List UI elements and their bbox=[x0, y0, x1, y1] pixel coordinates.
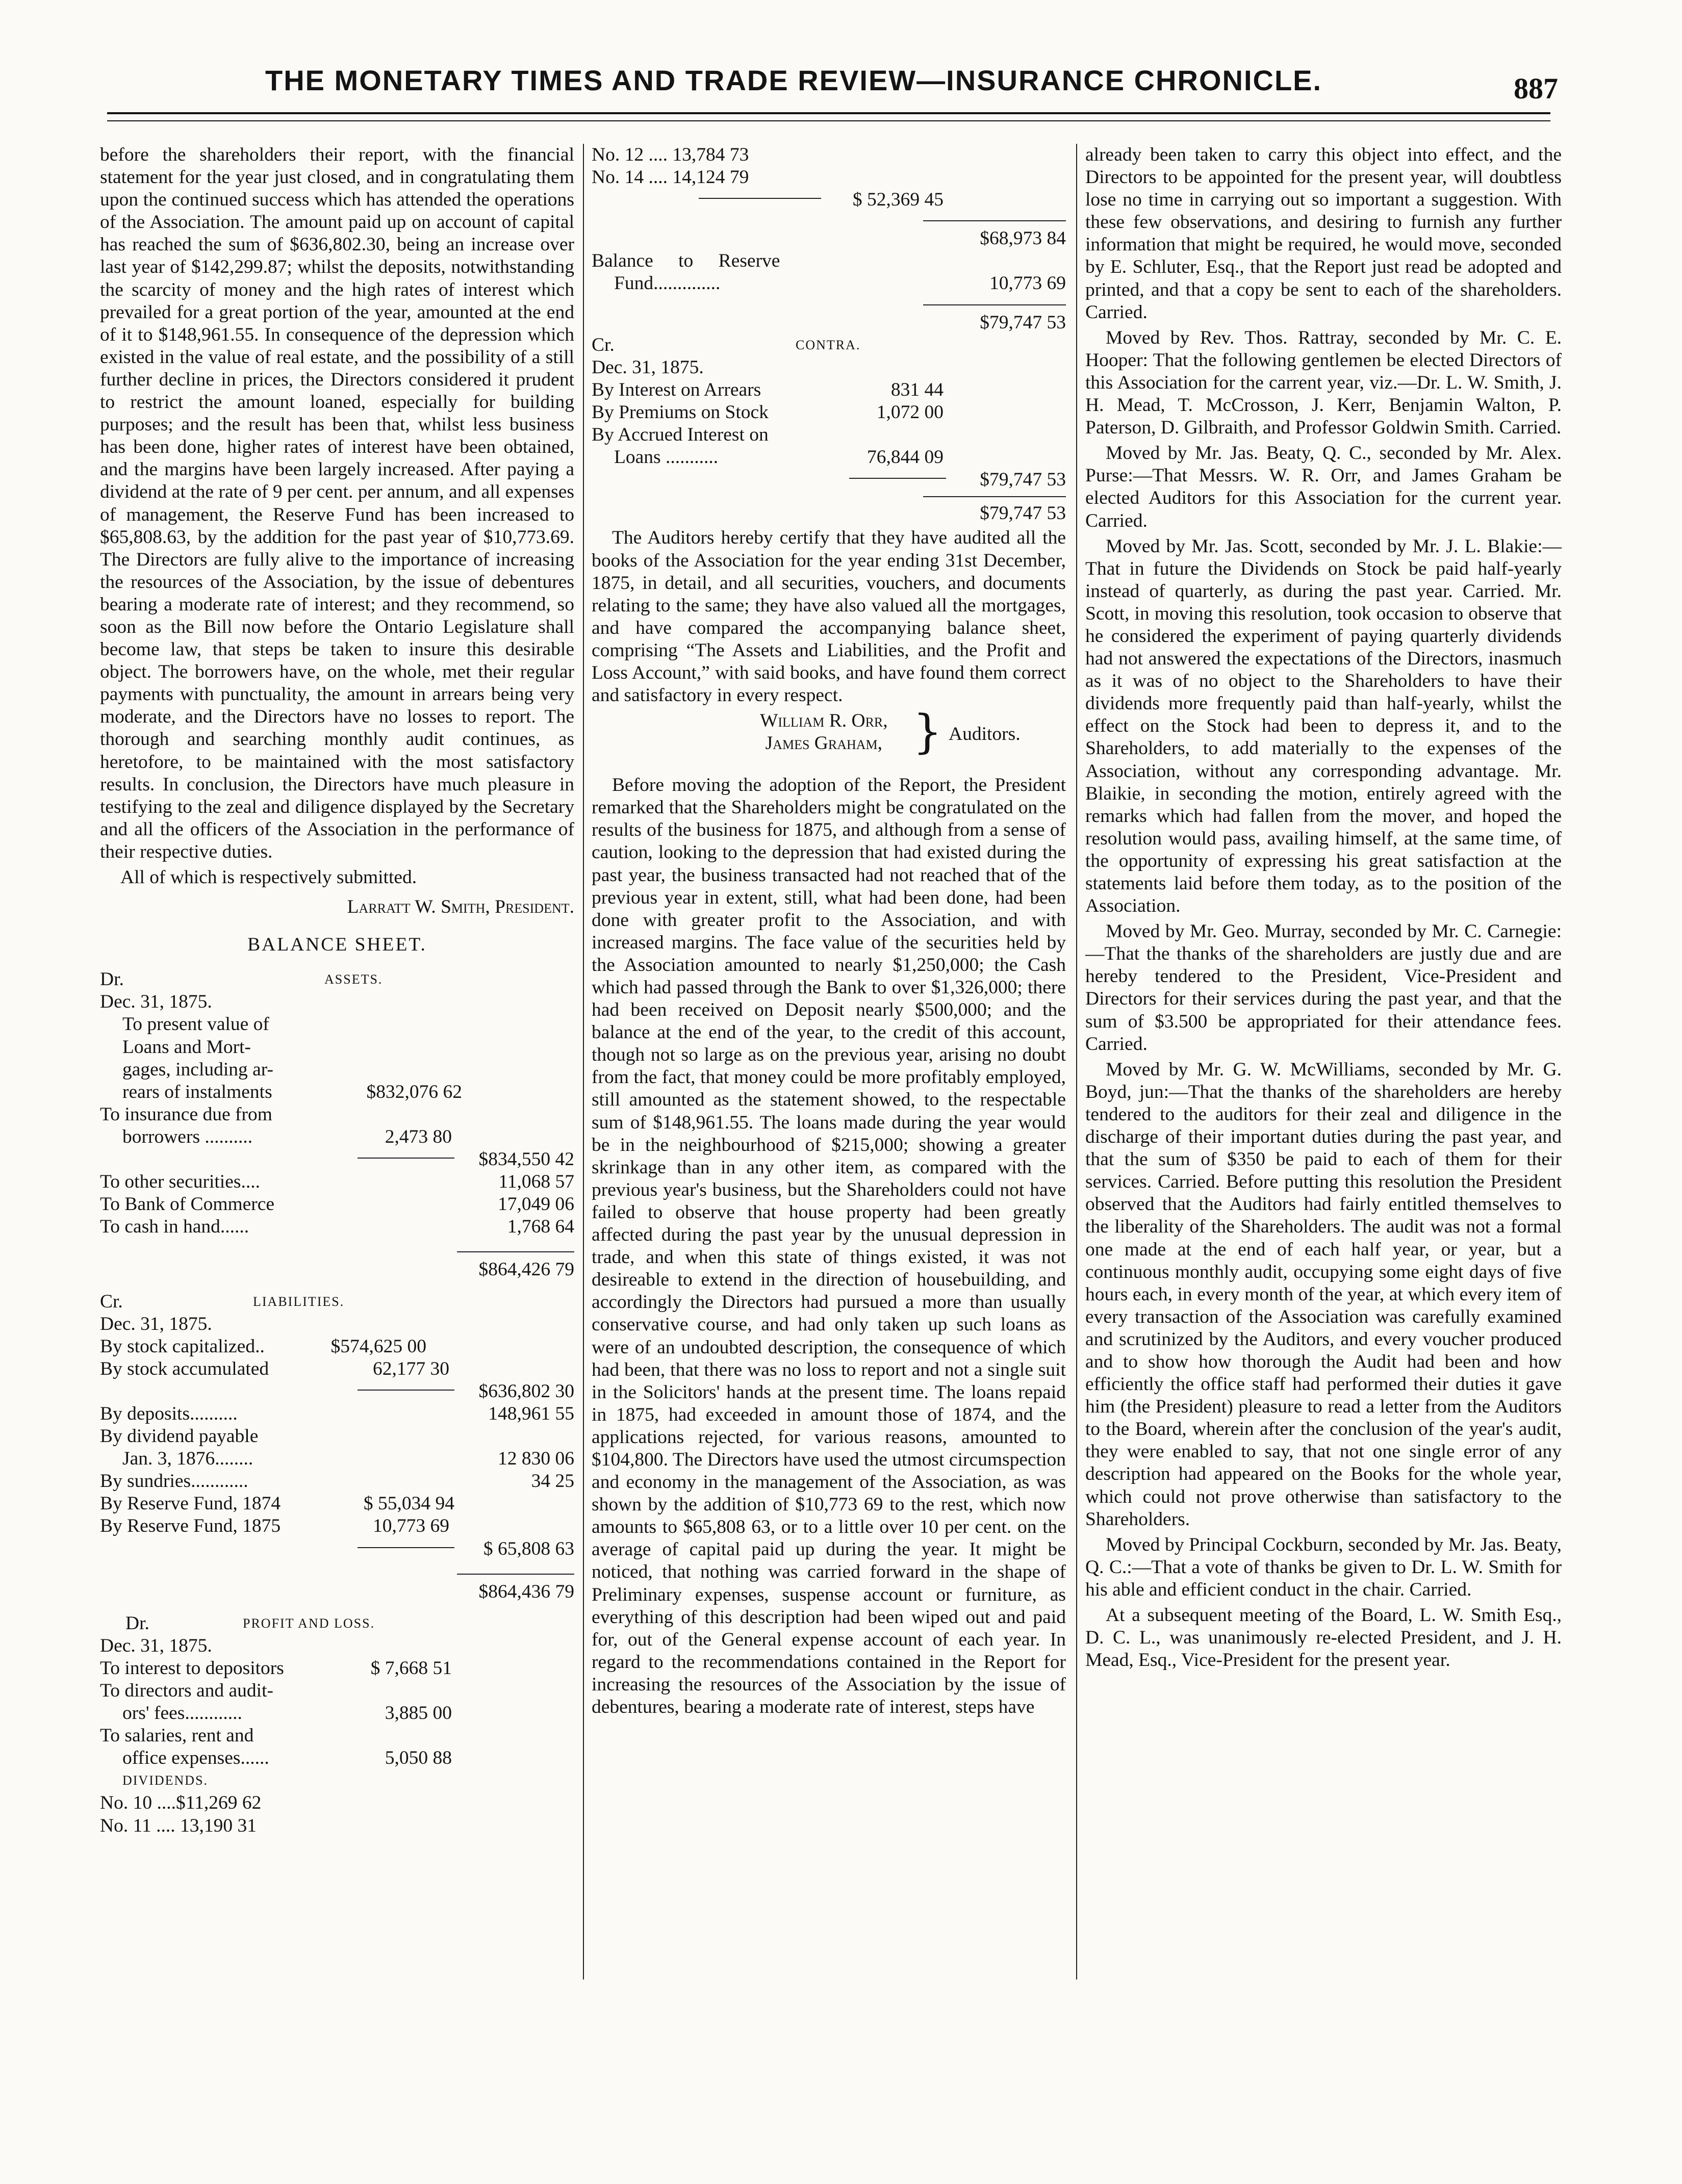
interest-depositors-label: To interest to depositors bbox=[100, 1657, 284, 1679]
date-label: Dec. 31, 1875. bbox=[100, 991, 212, 1013]
pl-dr-label: Dr. bbox=[125, 1612, 149, 1634]
dividends-rule bbox=[699, 198, 821, 199]
loans-row-3 bbox=[100, 1059, 574, 1081]
bank-label: To Bank of Commerce bbox=[100, 1194, 275, 1215]
contra-loans-amount: 76,844 09 bbox=[867, 447, 944, 468]
column-divider-2 bbox=[1076, 144, 1077, 1980]
total-liabilities: $864,436 79 bbox=[478, 1581, 574, 1602]
dividend-no10: No. 10 ....$11,269 62 bbox=[100, 1792, 262, 1814]
dividend-date: Jan. 3, 1876........ bbox=[122, 1448, 253, 1470]
contra-heading: CONTRA. bbox=[796, 337, 861, 352]
fund-label: Fund.............. bbox=[614, 273, 721, 294]
dividends-total-row bbox=[592, 189, 1066, 211]
loans-label-3: gages, including ar- bbox=[122, 1059, 274, 1080]
balance-reserve-row bbox=[592, 250, 1066, 272]
reserve-1875-row bbox=[100, 1515, 574, 1537]
sum-row bbox=[923, 220, 1066, 249]
directors-label-2: ors' fees............ bbox=[122, 1703, 242, 1724]
loans-amount: $832,076 62 bbox=[366, 1081, 462, 1102]
brace-icon: } bbox=[913, 705, 942, 759]
liabilities-header-row bbox=[100, 1291, 574, 1313]
total-assets: $864,426 79 bbox=[478, 1259, 574, 1280]
dividends-total: $ 52,369 45 bbox=[852, 189, 944, 211]
dividend-label: By dividend payable bbox=[100, 1426, 259, 1447]
dividends-heading: DIVIDENDS. bbox=[122, 1773, 209, 1788]
profit-loss-header-row bbox=[100, 1612, 574, 1635]
dividends-header-row bbox=[100, 1769, 574, 1792]
insurance-label: To insurance due from bbox=[100, 1103, 272, 1125]
auditors-certificate: The Auditors hereby certify that they have audited all the books of the Association for the year ending 31st December, 1875, in detail, and all securities, vouchers, and documents relating to the same; they have also valued all the mortgages, and have compared the accompanying balance sheet, comprising “The Assets and Liabilities, and the Profit and Loss Account,” with said books, and have found them correct and satisfactory in every respect. bbox=[592, 527, 1066, 706]
dividend-no12: No. 12 .... 13,784 73 bbox=[592, 144, 749, 165]
total-liabilities-row bbox=[457, 1574, 574, 1602]
stock-rule bbox=[358, 1390, 454, 1391]
loans-label-1: To present value of bbox=[122, 1014, 269, 1035]
deposits-label: By deposits.......... bbox=[100, 1403, 238, 1424]
contra-date bbox=[592, 356, 1066, 379]
salaries-row-2 bbox=[100, 1747, 574, 1769]
motion-dividends: Moved by Mr. Jas. Scott, seconded by Mr. J. L. Blakie:—That in future the Dividends on Stock be paid half-yearly instead of quarterly, as during the past year. Carried. Mr. Scott, in moving this resolution, took occasion to observe that he considered the experiment of paying quarterly dividends had not answered the expectations of the Directors, inasmuch as it was of no object to the Shareholders to have their dividends more frequently paid than half-yearly, whilst the effect on the Stock had been to depress it, and to the Shareholders, to add materially to the expenses of the Association, without any corresponding advantage. Mr. Blaikie, in seconding the motion, entirely agreed with the remarks which had fallen from the mover, and hoped the resolution would pass, availing himself, at the same time, of the opportunity of expressing his great satisfaction at the statements laid before them today, as to the position of the Association. bbox=[1085, 535, 1562, 917]
stock-accumulated-row bbox=[100, 1358, 574, 1380]
motion-thanks-auditors: Moved by Mr. G. W. McWilliams, seconded by Mr. G. Boyd, jun:—That the thanks of the shareholders are hereby tendered to the auditors for their zeal and diligence in the discharge of their important duties during the past year, and that the sum of $350 be paid to each of them for their services. Carried. Before putting this resolution the President observed that the Auditors had fairly entitled themselves to the liberality of the Shareholders. The audit was not a formal one made at the end of each half year, or year, but a continuous monthly audit, occupying some eight days of five hours each, in every month of the year, at which every item of every transaction of the Association was carefully examined and scrutinized by the Auditors, and every voucher produced and to show how thorough the Audit had been and how efficiently the office staff had performed their duties it gave him (the President) pleasure to read a letter from the Auditors to the Board, wherein after the conclusion of the year's audit, they were enabled to say, that not one single error of any description had appeared on the Books for the whole year, which could not prove otherwise than satisfactory to the Shareholders. bbox=[1085, 1059, 1562, 1530]
assets-subtotal: $834,550 42 bbox=[478, 1149, 574, 1170]
liabilities-date bbox=[100, 1313, 574, 1335]
other-securities-amount: 11,068 57 bbox=[498, 1171, 574, 1193]
cr-label: Cr. bbox=[100, 1291, 123, 1312]
salaries-label-1: To salaries, rent and bbox=[100, 1725, 254, 1746]
board-meeting: At a subsequent meeting of the Board, L. W. Smith Esq., D. C. L., was unanimously re-elected President, and J. H. Mead, Esq., Vice-President for the present year. bbox=[1085, 1605, 1562, 1671]
premiums-row bbox=[592, 401, 1066, 424]
bank-row bbox=[100, 1193, 574, 1216]
sundries-label: By sundries............ bbox=[100, 1471, 248, 1492]
cash-label: To cash in hand...... bbox=[100, 1216, 249, 1238]
fund-amount: 10,773 69 bbox=[989, 273, 1066, 294]
dividend-no14-row bbox=[592, 166, 1066, 189]
directors-row-2 bbox=[100, 1702, 574, 1725]
page-number: 887 bbox=[1514, 72, 1558, 105]
fund-row bbox=[592, 272, 1066, 295]
stock-total-row bbox=[100, 1380, 574, 1403]
contra-header-row bbox=[592, 334, 1066, 356]
reserve-rule bbox=[358, 1547, 454, 1548]
loans-label-4: rears of instalments bbox=[122, 1081, 272, 1102]
premiums-label: By Premiums on Stock bbox=[592, 401, 769, 423]
sundries-row bbox=[100, 1470, 574, 1493]
stock-accumulated-label: By stock accumulated bbox=[100, 1358, 269, 1379]
directors-report-paragraph: before the shareholders their report, with the financial statement for the year just closed, and in congratulating them upon the continued success which has attended the operations of the Association. The amount paid up on account of capital has reached the sum of $636,802.30, being an increase over last year of $142,299.87; whilst the deposits, notwithstanding the scarcity of money and the high rates of interest which prevailed for a great portion of the year, amounted at the end of it to $148,961.55. In consequence of the depression which existed in the value of real estate, and the possibility of a still further decline in prices, the Directors considered it prudent to restrict the amount loaned, especially for building purposes; and the result has been that, whilst less business has been done, higher rates of interest have been obtained, and the margins have been largely increased. After paying a dividend at the rate of 9 per cent. per annum, and all expenses of management, the Reserve Fund has been increased to $65,808.63, by the addition for the past year of $10,773.69. The Directors are fully alive to the importance of increasing the resources of the Association, by the issue of debentures bearing a moderate rate of interest; and they recommend, so soon as the Bill now before the Ontario Legislature shall become law, that steps be taken to insure this desirable object. The borrowers have, on the whole, met their regular payments with punctuality, the amount in arrears being very moderate, and the Directors have no losses to report. The thorough and searching monthly audit continues, as heretofore, to be maintained with the most satisfactory results. In conclusion, the Directors have much pleasure in testifying to the zeal and diligence displayed by the Secretary and all the officers of the Association in the performance of their respective duties. bbox=[100, 144, 574, 862]
contra-loans-row bbox=[592, 446, 1066, 469]
premiums-amount: 1,072 00 bbox=[876, 401, 944, 423]
auditor-2: James Graham, bbox=[765, 733, 883, 754]
total-amount-1: $79,747 53 bbox=[980, 312, 1066, 333]
pl-date bbox=[100, 1635, 574, 1657]
total-row-2 bbox=[592, 469, 1066, 491]
column-3 bbox=[1085, 144, 1562, 1672]
deposits-row bbox=[100, 1403, 574, 1425]
interest-arrears-row bbox=[592, 379, 1066, 401]
directors-amount: 3,885 00 bbox=[385, 1703, 452, 1724]
motion-thanks-directors: Moved by Mr. Geo. Murray, seconded by Mr. C. Carnegie:—That the thanks of the shareholders are justly due and are hereby tendered to the President, Vice-President and Directors for their services during the past year, and that the sum of $3.500 be appropriated for their attendance fees. Carried. bbox=[1085, 921, 1562, 1055]
cash-amount: 1,768 64 bbox=[507, 1216, 574, 1238]
reserve-total: $ 65,808 63 bbox=[483, 1538, 574, 1559]
interest-arrears-label: By Interest on Arrears bbox=[592, 379, 761, 400]
president-signature: Larratt W. Smith, President. bbox=[347, 896, 574, 918]
reserve-1875-amount: 10,773 69 bbox=[373, 1515, 449, 1537]
other-securities-row bbox=[100, 1171, 574, 1193]
assets-heading: ASSETS. bbox=[324, 972, 383, 987]
salaries-label-2: office expenses...... bbox=[122, 1748, 269, 1769]
loans-row-4 bbox=[100, 1081, 574, 1103]
reserve-1874-row bbox=[100, 1493, 574, 1515]
date-label: Dec. 31, 1875. bbox=[100, 1313, 212, 1334]
motion-auditors: Moved by Mr. Jas. Beaty, Q. C., seconded by Mr. Alex. Purse:—That Messrs. W. R. Orr, and James Graham be elected Auditors for this Association for the current year. Carried. bbox=[1085, 443, 1562, 531]
assets-header-row bbox=[100, 968, 574, 991]
reserve-1875-label: By Reserve Fund, 1875 bbox=[100, 1515, 281, 1537]
dividend-no12-row bbox=[592, 144, 1066, 166]
total-row-3 bbox=[923, 496, 1066, 524]
column-2 bbox=[592, 144, 1066, 1718]
date-label: Dec. 31, 1875. bbox=[100, 1635, 212, 1656]
contra-loans-label: Loans ........... bbox=[614, 447, 719, 468]
reserve-1874-amount: $ 55,034 94 bbox=[363, 1493, 454, 1514]
loans-label-2: Loans and Mort- bbox=[122, 1036, 251, 1058]
reserve-total-row bbox=[100, 1538, 574, 1560]
interest-arrears-amount: 831 44 bbox=[890, 379, 944, 400]
motion-directors: Moved by Rev. Thos. Rattray, seconded by Mr. C. E. Hooper: That the following gentlemen be elected Directors of this Association for the carrent year, viz.—Dr. L. W. Smith, J. H. Mead, T. McCrosson, J. Kerr, Benjamin Walton, P. Paterson, D. Gilbraith, and Professor Goldwin Smith. Carried. bbox=[1085, 327, 1562, 439]
assets-date bbox=[100, 991, 574, 1013]
loans-row-2 bbox=[100, 1036, 574, 1059]
bank-amount: 17,049 06 bbox=[498, 1194, 574, 1215]
interest-depositors-row bbox=[100, 1657, 574, 1680]
dividend-no11-row bbox=[100, 1815, 574, 1837]
dividend-no10-row bbox=[100, 1792, 574, 1814]
borrowers-row bbox=[100, 1126, 574, 1148]
auditor-names bbox=[760, 710, 888, 755]
profit-loss-heading: PROFIT AND LOSS. bbox=[243, 1615, 375, 1631]
date-label: Dec. 31, 1875. bbox=[592, 356, 704, 378]
liabilities-heading: LIABILITIES. bbox=[253, 1294, 345, 1309]
dividend-no11: No. 11 .... 13,190 31 bbox=[100, 1815, 257, 1836]
borrowers-amount: 2,473 80 bbox=[385, 1126, 452, 1147]
total-amount-3: $79,747 53 bbox=[980, 503, 1066, 524]
column-divider-1 bbox=[583, 144, 584, 1980]
sum-amount: $68,973 84 bbox=[980, 228, 1066, 249]
deposits-amount: 148,961 55 bbox=[488, 1403, 574, 1424]
header-rule-thin bbox=[107, 120, 1550, 121]
submitted-line: All of which is respectively submitted. bbox=[120, 867, 417, 888]
accrued-row bbox=[592, 424, 1066, 446]
dr-label: Dr. bbox=[100, 969, 124, 990]
stock-capitalized-row bbox=[100, 1335, 574, 1358]
president-remarks-paragraph: Before moving the adoption of the Report, the President remarked that the Shareholders might be congratulated on the results of the business for 1875, and although from a sense of caution, looking to the depression that had existed during the past year, the business transacted had not reached that of the previous year in extent, still, what had been done, had been done with greater profit to the Association, and with increased margins. The face value of the securities held by the Association amounted to nearly $1,250,000; the Cash which had passed through the Bank to over $1,326,000; there had been received on Deposit nearly $500,000; and the balance at the end of the year, to the credit of this account, though not so large as on the previous year, arising no doubt from the fact, that money could be more profitably employed, still amounted as the statement showed, to the respectable sum of $148,961.55. The loans made during the year would be in the neighbourhood of $215,000; showing a greater skrinkage than in any other item, as compared with the previous year's business, but the Shareholders could not have failed to observe that house property had been greatly affected during the past year by the unusual depression in trade, and when this state of things existed, it was not desireable to extend in the direction of housebuilding, and accordingly the Directors had pursued a more than usually conservative course, and had only taken up such loans as were of an undoubted description, the consequence of which had been, that there was no loss to report and not a single suit in the Solicitors' hands at the present time. The loans repaid in 1875, had exceeded in amount those of 1874, and the applications rejected, for various reasons, amounted to $104,800. The Directors have used the utmost circumspection and economy in the management of the Association, as was shown by the addition of $10,773 69 to the rest, which now amounts to $65,808 63, or to a little over 10 per cent. on the average of capital paid up during the year. It might be noticed, that nothing was carried forward in the shape of Preliminary expenses, suspense account or furniture, as everything of this description had been wiped out and paid for, out of the General expense account of each year. In regard to the recommendations contained in the Report for increasing the resources of the Association by the issue of debentures, bearing a moderate rate of interest, steps have bbox=[592, 775, 1066, 1717]
stock-capitalized-amount: $574,625 00 bbox=[330, 1335, 426, 1357]
motion-thanks-chair: Moved by Principal Cockburn, seconded by Mr. Jas. Beaty, Q. C.:—That a vote of thanks be given to Dr. L. W. Smith for his able and efficient conduct in the chair. Carried. bbox=[1085, 1534, 1562, 1600]
sundries-amount: 34 25 bbox=[531, 1471, 574, 1492]
salaries-row-1 bbox=[100, 1725, 574, 1747]
salaries-amount: 5,050 88 bbox=[385, 1748, 452, 1769]
total-amount-2: $79,747 53 bbox=[980, 469, 1066, 491]
dividend-no14: No. 14 .... 14,124 79 bbox=[592, 167, 749, 188]
dividend-date-row bbox=[100, 1448, 574, 1470]
auditors-label: Auditors. bbox=[949, 724, 1021, 745]
loans-row-1 bbox=[100, 1013, 574, 1036]
cr-label: Cr. bbox=[592, 334, 615, 355]
interest-depositors-amount: $ 7,668 51 bbox=[370, 1657, 452, 1679]
assets-subtotal-row bbox=[100, 1148, 574, 1171]
auditors-signature bbox=[592, 705, 1066, 761]
stock-capitalized-label: By stock capitalized.. bbox=[100, 1335, 265, 1357]
stock-total: $636,802 30 bbox=[478, 1380, 574, 1402]
balance-sheet-title: BALANCE SHEET. bbox=[247, 934, 427, 956]
masthead-title: THE MONETARY TIMES AND TRADE REVIEW—INSURANCE CHRONICLE. bbox=[265, 64, 1322, 96]
total-assets-row bbox=[457, 1251, 574, 1280]
accrued-label: By Accrued Interest on bbox=[592, 424, 769, 446]
header-rule-thick bbox=[107, 112, 1550, 114]
column-1 bbox=[100, 144, 574, 1837]
stock-accumulated-amount: 62,177 30 bbox=[373, 1358, 449, 1379]
directors-row-1 bbox=[100, 1680, 574, 1702]
total-rule-2 bbox=[849, 478, 946, 479]
balance-reserve-label: Balance to Reserve bbox=[592, 250, 780, 272]
motion-paragraph-1: already been taken to carry this object into effect, and the Directors to be appointed for the present year, will doubtless lose no time in carrying out so important a suggestion. With these few observations, and desiring to furnish any further information that might be required, he would move, seconded by E. Schluter, Esq., that the Report just read be adopted and printed, and that a copy be sent to each of the shareholders. Carried. bbox=[1085, 144, 1562, 323]
dividend-amount: 12 830 06 bbox=[498, 1448, 574, 1470]
dividend-row bbox=[100, 1425, 574, 1448]
subtotal-rule bbox=[358, 1158, 454, 1159]
total-row-1 bbox=[923, 304, 1066, 333]
other-securities-label: To other securities.... bbox=[100, 1171, 260, 1193]
insurance-row bbox=[100, 1103, 574, 1126]
directors-label-1: To directors and audit- bbox=[100, 1680, 273, 1701]
reserve-1874-label: By Reserve Fund, 1874 bbox=[100, 1493, 281, 1514]
cash-row bbox=[100, 1216, 574, 1238]
auditor-1: William R. Orr, bbox=[760, 710, 888, 732]
page-header bbox=[0, 0, 1682, 148]
borrowers-label: borrowers .......... bbox=[122, 1126, 253, 1147]
